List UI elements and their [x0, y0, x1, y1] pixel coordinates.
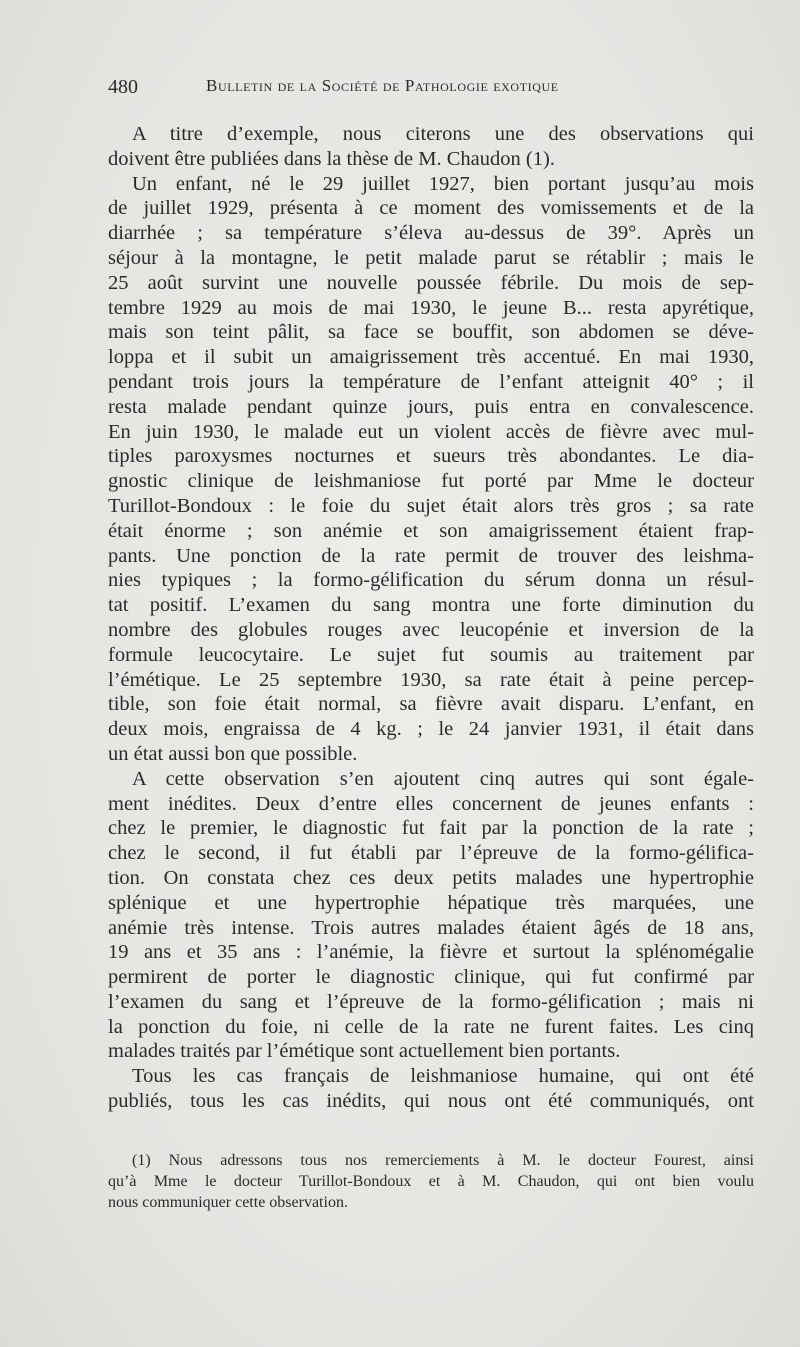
- text-line: chez le premier, le diagnostic fut fait par la ponction de la rate ;: [108, 817, 754, 840]
- text-line: A cette observation s’en ajoutent cinq autres qui sont égale-: [132, 767, 754, 790]
- text-line: Un enfant, né le 29 juillet 1927, bien portant jusqu’au mois: [132, 172, 754, 195]
- text-line: doivent être publiées dans la thèse de M. Chaudon (1).: [108, 147, 555, 170]
- text-line: séjour à la montagne, le petit malade parut se rétablir ; mais le: [108, 246, 754, 269]
- text-line: formule leucocytaire. Le sujet fut soumis au traitement par: [108, 643, 754, 666]
- text-line: A titre d’exemple, nous citerons une des observations qui: [132, 123, 754, 145]
- text-line: pendant trois jours la température de l’enfant atteignit 40° ; il: [108, 370, 754, 393]
- text-line: publiés, tous les cas inédits, qui nous ont été communiqués, ont: [108, 1090, 754, 1113]
- footnotes: [108, 1150, 754, 1213]
- text-line: mais son teint pâlit, sa face se bouffit, son abdomen se déve-: [108, 321, 754, 344]
- footnote-line: (1) Nous adressons tous nos remerciements à M. le docteur Fourest, ainsi: [132, 1152, 754, 1169]
- text-line: 25 août survint une nouvelle poussée fébrile. Du mois de sep-: [108, 271, 754, 294]
- footnote-line: qu’à Mme le docteur Turillot-Bondoux et à M. Chaudon, qui ont bien voulu: [108, 1173, 754, 1190]
- text-line: diarrhée ; sa température s’éleva au-dessus de 39°. Après un: [108, 222, 754, 245]
- text-line: anémie très intense. Trois autres malades étaient âgés de 18 ans,: [108, 916, 754, 939]
- text-line: resta malade pendant quinze jours, puis entra en convalescence.: [108, 395, 754, 418]
- text-line: tiples paroxysmes nocturnes et sueurs très abondantes. Le dia-: [108, 445, 754, 468]
- text-line: tible, son foie était normal, sa fièvre avait disparu. L’enfant, en: [108, 693, 754, 716]
- running-header: [108, 76, 754, 102]
- text-line: l’examen du sang et l’épreuve de la formo-gélification ; mais ni: [108, 990, 754, 1013]
- text-line: un état aussi bon que possible.: [108, 742, 358, 765]
- page-number: 480: [108, 76, 138, 98]
- text-line: l’émétique. Le 25 septembre 1930, sa rate était à peine percep-: [108, 668, 754, 691]
- text-line: malades traités par l’émétique sont actuellement bien portants.: [108, 1040, 621, 1063]
- text-line: ment inédites. Deux d’entre elles concernent de jeunes enfants :: [108, 792, 754, 815]
- text-line: 19 ans et 35 ans : l’anémie, la fièvre et surtout la splénomégalie: [108, 941, 754, 964]
- text-line: gnostic clinique de leishmaniose fut porté par Mme le docteur: [108, 470, 754, 493]
- text-line: nies typiques ; la formo-gélification du sérum donna un résul-: [108, 569, 754, 592]
- text-line: splénique et une hypertrophie hépatique très marquées, une: [108, 891, 754, 914]
- text-line: tion. On constata chez ces deux petits malades une hypertrophie: [108, 866, 754, 889]
- text-line: était énorme ; son anémie et son amaigrissement étaient frap-: [108, 519, 754, 542]
- text-line: En juin 1930, le malade eut un violent accès de fièvre avec mul-: [108, 420, 754, 443]
- text-line: tat positif. L’examen du sang montra une forte diminution du: [108, 594, 754, 617]
- body-text: [108, 122, 754, 1114]
- text-line: chez le second, il fut établi par l’épreuve de la formo-gélifica-: [108, 842, 754, 865]
- running-title: Bulletin de la Société de Pathologie exotique: [206, 76, 559, 95]
- text-line: permirent de porter le diagnostic clinique, qui fut confirmé par: [108, 966, 754, 989]
- text-line: Tous les cas français de leishmaniose humaine, qui ont été: [132, 1065, 754, 1088]
- text-line: nombre des globules rouges avec leucopénie et inversion de la: [108, 618, 754, 641]
- text-line: Turillot-Bondoux : le foie du sujet était alors très gros ; sa rate: [108, 494, 754, 517]
- text-line: loppa et il subit un amaigrissement très accentué. En mai 1930,: [108, 346, 754, 369]
- text-line: pants. Une ponction de la rate permit de trouver des leishma-: [108, 544, 754, 567]
- text-line: de juillet 1929, présenta à ce moment des vomissements et de la: [108, 197, 754, 220]
- footnote-line: nous communiquer cette observation.: [108, 1194, 348, 1211]
- text-line: deux mois, engraissa de 4 kg. ; le 24 janvier 1931, il était dans: [108, 718, 754, 741]
- text-line: tembre 1929 au mois de mai 1930, le jeune B... resta apyrétique,: [108, 296, 754, 319]
- text-line: la ponction du foie, ni celle de la rate ne furent faites. Les cinq: [108, 1015, 754, 1038]
